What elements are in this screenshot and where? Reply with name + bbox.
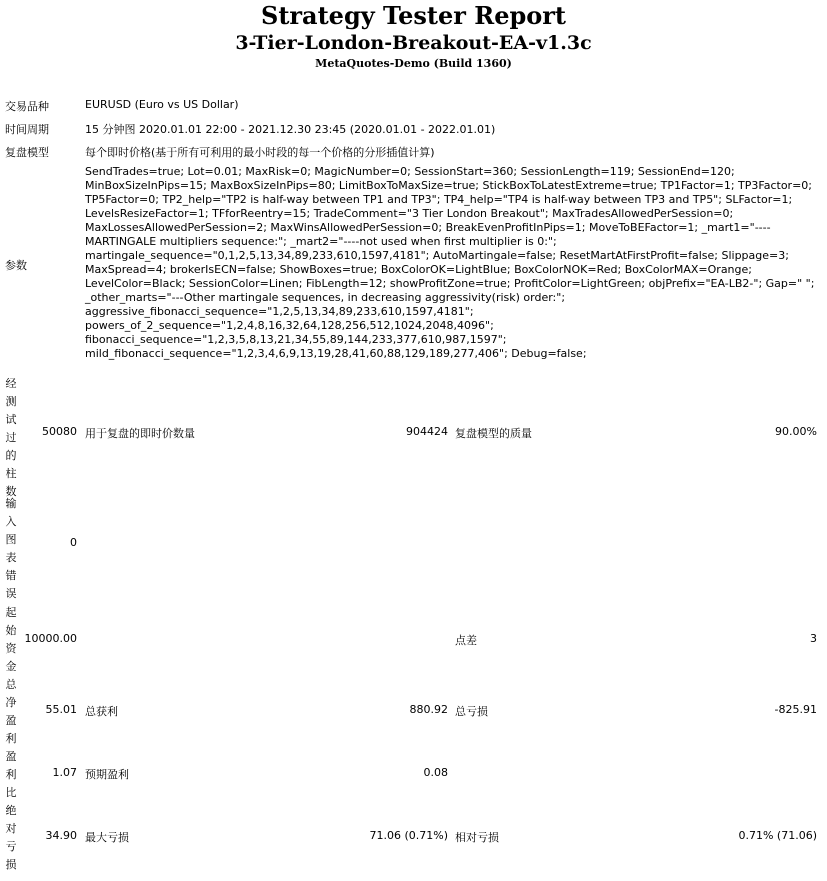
server-build: MetaQuotes-Demo (Build 1360) [315,57,512,70]
net-profit-label: 总净盈利 [5,678,17,745]
relative-drawdown-value: 0.71% (71.06) [738,829,817,842]
gross-profit-label: 总获利 [85,705,118,718]
bars-value: 50080 [42,425,77,438]
gross-loss-value: -825.91 [774,703,817,716]
ticks-label: 用于复盘的即时价数量 [85,427,195,440]
errors-label: 输入图表错误 [5,497,17,600]
ticks-value: 904424 [406,425,448,438]
gross-loss-label: 总亏损 [455,705,488,718]
expected-payoff-value: 0.08 [423,766,448,779]
bars-label: 经测试过的柱数 [5,377,17,498]
spread-label: 点差 [455,634,477,647]
max-drawdown-value: 71.06 (0.71%) [369,829,448,842]
params-label: 参数 [5,259,27,272]
relative-drawdown-label: 相对亏损 [455,831,499,844]
params-value: SendTrades=true; Lot=0.01; MaxRisk=0; MagicNumber=0; SessionStart=360; SessionLength=119; SessionEnd=120; MinBoxSizeInPips=15; MaxBoxSizeInPips=80; LimitBoxToMaxSize=true; StickBoxToLatestExtreme=true; TP1Factor=1; TP3Factor=0; TP5Factor=0; TP2_help="TP2 is half-way between TP1 and TP3"; TP4_help="TP4 is half-way between TP3 and TP5"; SLFactor=1; LevelsResizeFactor=1; TFforReentry=15; TradeComment="3 Tier London Breakout"; MaxTradesAllowedPerSession=0; MaxLossesAllowedPerSession=2; MaxWinsAllowedPerSession=0; BreakEvenProfitInPips=1; MoveToBEFactor=1; _mart1="---- MARTINGALE multipliers sequence:"; _mart2="----not used when first multiplier is 0:"; martingale_sequence="0,1,2,5,13,34,89,233,610,1597,4181"; AutoMartingale=false; ResetMartAtFirstProfit=false; Slippage=3; MaxSpread=4; brokerIsECN=false; ShowBoxes=true; BoxColorOK=LightBlue; BoxColorNOK=Red; BoxColorMAX=Orange; LevelColor=Black; SessionColor=Linen; FibLength=12; showProfitZone=true; ProfitColor=LightGreen; objPrefix="EA-LB2-"; Gap=" "; _other_marts="---Other martingale sequences, in decreasing aggressivity(risk) order:"; aggressive_fibonacci_sequence="1,2,5,13,34,89,233,610,1597,4181"; powers_of_2_sequence="1,2,4,8,16,32,64,128,256,512,1024,2048,4096"; fibonacci_sequence="1,2,3,5,8,13,21,34,55,89,144,233,377,610,987,1597"; mild_fibonacci_sequence="1,2,3,4,6,9,13,19,28,41,60,88,129,189,277,406"; Debug=false; [85,165,815,360]
model-label: 复盘模型 [5,146,49,159]
absolute-drawdown-label: 绝对亏损 [5,804,17,871]
deposit-label: 起始资金 [5,606,17,673]
symbol-value: EURUSD (Euro vs US Dollar) [85,98,239,111]
report-title: Strategy Tester Report [260,1,567,30]
symbol-label: 交易品种 [5,100,49,113]
profit-factor-value: 1.07 [52,766,77,779]
max-drawdown-label: 最大亏损 [85,831,129,844]
expected-payoff-label: 预期盈利 [85,768,129,781]
model-value: 每个即时价格(基于所有可利用的最小时段的每一个价格的分形插值计算) [85,146,435,159]
absolute-drawdown-value: 34.90 [45,829,77,842]
net-profit-value: 55.01 [45,703,77,716]
period-value: 15 分钟图 2020.01.01 22:00 - 2021.12.30 23:45 (2020.01.01 - 2022.01.01) [85,123,496,136]
errors-value: 0 [70,536,77,549]
spread-value: 3 [810,632,817,645]
quality-value: 90.00% [775,425,817,438]
period-label: 时间周期 [5,123,49,136]
deposit-value: 10000.00 [24,632,77,645]
expert-name: 3-Tier-London-Breakout-EA-v1.3c [235,32,592,54]
profit-factor-label: 盈利比 [5,750,17,799]
gross-profit-value: 880.92 [409,703,448,716]
quality-label: 复盘模型的质量 [455,427,532,440]
